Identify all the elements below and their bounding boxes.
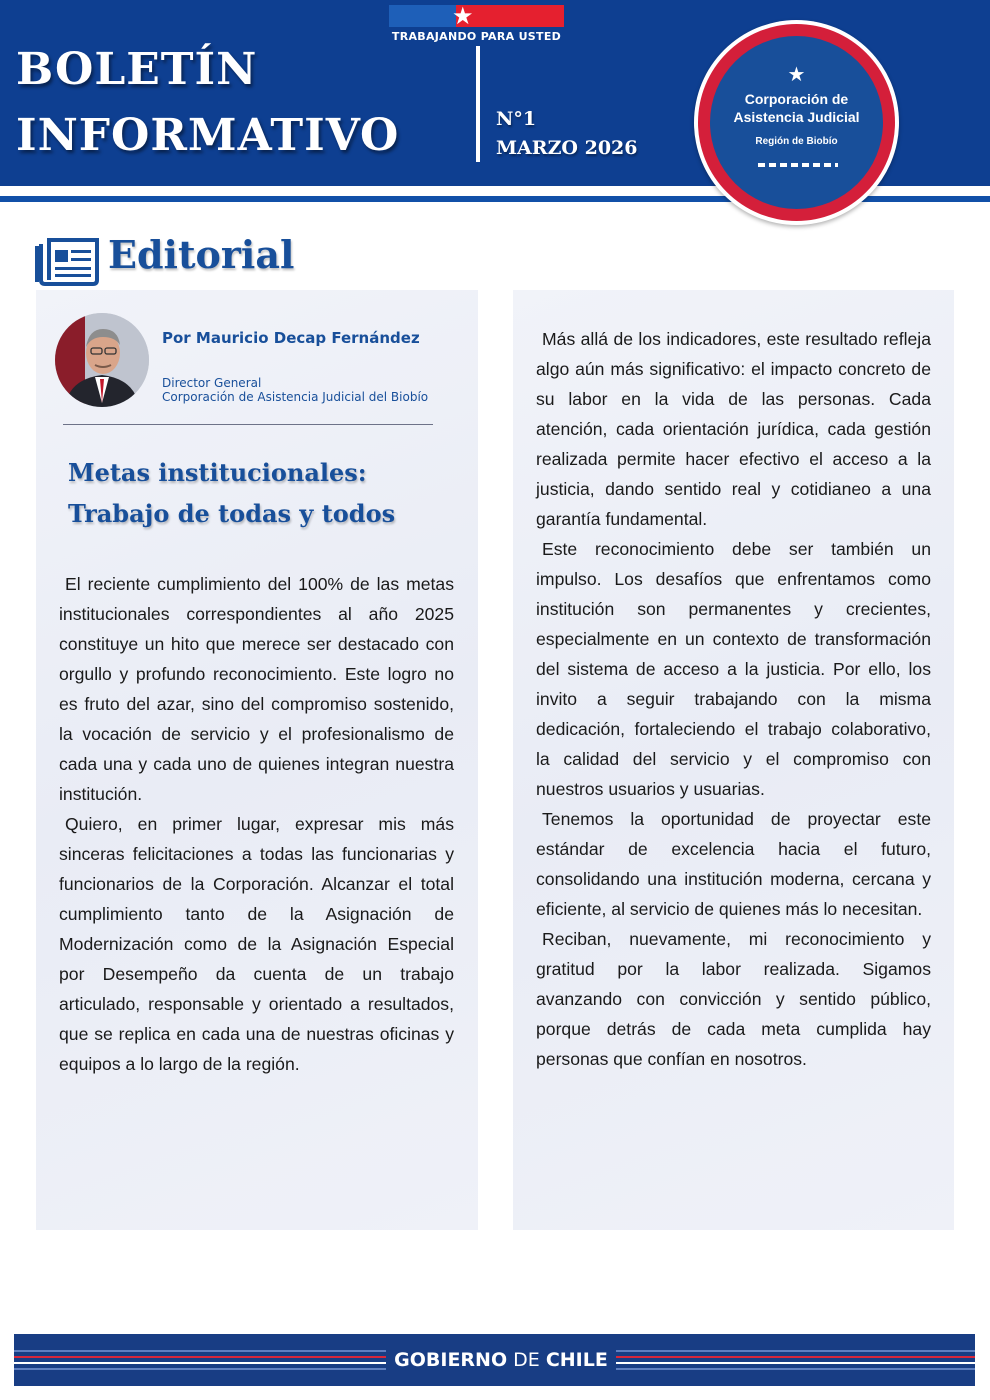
chile-flag-bar (389, 2, 564, 30)
bulletin-title-line2: INFORMATIVO (16, 110, 400, 161)
logo-name-line1: Corporación de (744, 91, 849, 107)
footer-label-part3: CHILE (545, 1349, 608, 1371)
issue-number: N°1 (496, 108, 537, 130)
paragraph: Este reconocimiento debe ser también un impulso. Los desafíos que enfrentamos como institución son permanentes y crecientes, especialmente en un contexto de transformación del sistema de acceso a la justicia. Por ello, los invito a seguir trabajando con la misma dedicación, fortaleciendo el trabajo colaborativo, la calidad del servicio y el compromiso con nuestros usuarios y usuarias. (536, 539, 931, 799)
author-role: Director General (162, 376, 262, 390)
article-headline (68, 452, 468, 534)
footer-label-part1: GOBIERNO (394, 1349, 508, 1371)
paragraph: Tenemos la oportunidad de proyectar este estándar de excelencia hacia el futuro, consolidando una institución moderna, cercana y eficiente, al servicio de quienes más lo necesitan. (536, 809, 931, 919)
newspaper-icon (35, 236, 99, 286)
logo-name-line2: Asistencia Judicial (733, 109, 860, 125)
footer-banner (14, 1334, 975, 1386)
bulletin-title-line1: BOLETÍN (16, 44, 258, 95)
issue-date: MARZO 2026 (496, 137, 638, 159)
author-avatar (55, 313, 149, 407)
government-tagline: TRABAJANDO PARA USTED (391, 30, 562, 43)
left-column-text (59, 569, 454, 1079)
paragraph: Reciban, nuevamente, mi reconocimiento y gratitud por la labor realizada. Sigamos avanzando con convicción y sentido público, porque detrás de cada meta cumplida hay personas que confían en nosotros. (536, 929, 931, 1069)
headline-line2: Trabajo de todas y todos (68, 499, 396, 528)
footer-government-label (386, 1344, 616, 1376)
paragraph: El reciente cumplimiento del 100% de las metas institucionales correspondientes al año 2025 constituye un hito que merece ser destacado con orgullo y profundo reconocimiento. Este logro no es fruto del azar, sino del compromiso sostenido, la vocación de servicio y el profesionalismo de cada una y cada uno de quienes integran nuestra institución. (59, 574, 454, 804)
author-separator (63, 424, 433, 425)
header-divider (476, 46, 480, 162)
logo-star-icon: ★ (787, 62, 806, 86)
paragraph: Más allá de los indicadores, este resultado refleja algo aún más significativo: el impacto concreto de su labor en la vida de las personas. Cada atención, cada orientación jurídica, cada gestión realizada permite hacer efectivo el acceso a la justicia, dando sentido real y cotidianeo a una garantía fundamental. (536, 329, 931, 529)
logo-region: Región de Biobío (755, 136, 838, 147)
author-name: Por Mauricio Decap Fernández (162, 329, 420, 347)
footer-label-part2: DE (507, 1349, 546, 1371)
flag-star-icon: ★ (452, 2, 474, 30)
headline-line1: Metas institucionales: (68, 458, 367, 487)
right-column-text (536, 324, 931, 1074)
logo-dashes (758, 163, 838, 167)
corporation-logo (694, 20, 899, 225)
author-organization: Corporación de Asistencia Judicial del Biobío (162, 390, 429, 404)
section-title: Editorial (108, 232, 295, 277)
paragraph: Quiero, en primer lugar, expresar mis más sinceras felicitaciones a todas las funcionarias y funcionarios de la Corporación. Alcanzar el total cumplimiento tanto de la Asignación de Modernización como de la Asignación Especial por Desempeño da cuenta de un trabajo articulado, responsable y orientado a resultados, que se replica en cada una de nuestras oficinas y equipos a lo largo de la región. (59, 814, 454, 1074)
